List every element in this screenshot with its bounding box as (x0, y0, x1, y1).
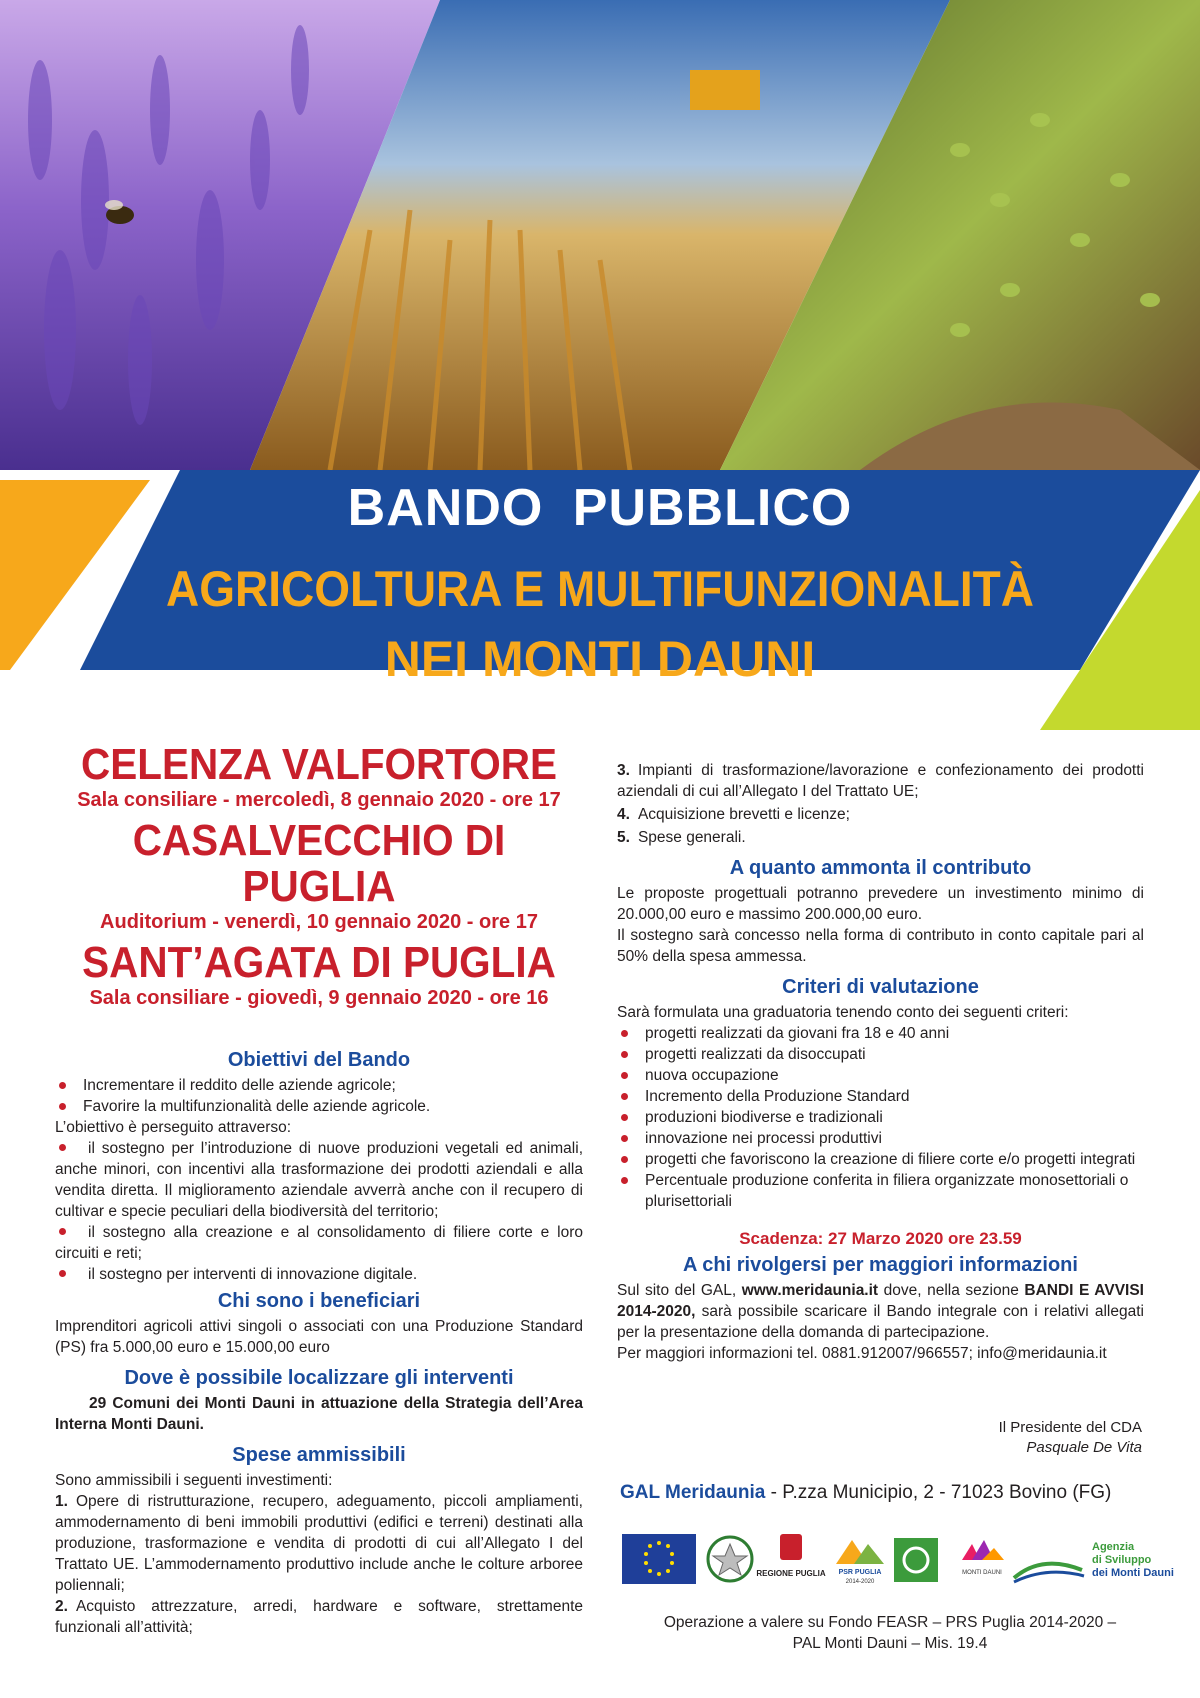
footer-note (620, 1612, 1160, 1654)
event-town: CELENZA VALFORTORE (80, 740, 558, 789)
list-item: Percentuale produzione conferita in filiera organizzate monosettoriali o plurisettoriali (617, 1170, 1144, 1212)
item-text: Spese generali. (637, 829, 746, 846)
leader-logo (894, 1538, 938, 1582)
monti-dauni-logo (962, 1540, 1004, 1576)
event-block (55, 818, 583, 934)
info-post: sarà possibile scaricare il Bando integrale con i relativi allegati per la presentazione della domanda di partecipazione. (617, 1303, 1144, 1341)
section-heading-obiettivi: Obiettivi del Bando (227, 1049, 411, 1071)
obiettivi-intro: L’obiettivo è perseguito attraverso: (55, 1119, 292, 1136)
item-number: 2. (55, 1598, 68, 1615)
localizzazione-text: 29 Comuni dei Monti Dauni in attuazione della Strategia dell’Area Interna Monti Dauni. (55, 1395, 583, 1433)
list-item: Favorire la multifunzionalità delle aziende agricole. (55, 1096, 583, 1117)
list-item (55, 1491, 583, 1596)
item-number: 5. (617, 829, 630, 846)
signature-name: Pasquale De Vita (1026, 1439, 1142, 1456)
logo-strip (622, 1530, 1174, 1592)
list-item: innovazione nei processi produttivi (617, 1128, 1144, 1149)
spese-intro: Sono ammissibili i seguenti investimenti: (55, 1472, 333, 1489)
hero-collage (0, 0, 1200, 470)
harvester-icon (690, 70, 760, 110)
italy-emblem-logo (708, 1537, 752, 1581)
left-column (55, 742, 583, 1638)
logos-svg (622, 1530, 1174, 1592)
section-heading-localizzazione: Dove è possibile localizzare gli interventi (124, 1367, 514, 1389)
list-item: produzioni biodiverse e tradizionali (617, 1107, 1144, 1128)
list-item (617, 827, 1144, 848)
criteri-intro: Sarà formulata una graduatoria tenendo conto dei seguenti criteri: (617, 1004, 1069, 1021)
item-number: 4. (617, 806, 630, 823)
agenzia-logo (1014, 1541, 1174, 1582)
list-item: nuova occupazione (617, 1065, 1144, 1086)
means-text: il sostegno per interventi di innovazione digitale. (88, 1266, 418, 1283)
item-text: Acquisto attrezzature, arredi, hardware e software, strettamente funzionali all’attività; (55, 1598, 583, 1636)
info-pre: Sul sito del GAL, (617, 1282, 742, 1299)
info-contacts: Per maggiori informazioni tel. 0881.912007/966557; info@meridaunia.it (617, 1345, 1107, 1362)
page-subtitle-2: NEI MONTI DAUNI (384, 631, 816, 687)
logo-label: REGIONE PUGLIA (756, 1569, 826, 1578)
logo-label: di Sviluppo (1092, 1554, 1152, 1566)
section-heading-beneficiari: Chi sono i beneficiari (217, 1290, 421, 1312)
footer-line1: Operazione a valere su Fondo FEASR – PRS Puglia 2014-2020 – (663, 1614, 1117, 1631)
bullet-icon (59, 1228, 66, 1235)
item-text: Acquisizione brevetti e licenze; (637, 806, 850, 823)
list-item (55, 1138, 583, 1222)
list-item: Incremento della Produzione Standard (617, 1086, 1144, 1107)
section-heading-info: A chi rivolgersi per maggiori informazioni (683, 1254, 1078, 1276)
list-item (55, 1264, 583, 1285)
list-item: progetti realizzati da disoccupati (617, 1044, 1144, 1065)
right-column (617, 760, 1144, 1364)
list-item (55, 1596, 583, 1638)
criteri-list (617, 1023, 1144, 1212)
site-link[interactable]: www.meridaunia.it (741, 1282, 879, 1299)
signature-role: Il Presidente del CDA (998, 1419, 1142, 1436)
event-town: CASALVECCHIO DI PUGLIA (132, 816, 506, 911)
hero-photos (0, 0, 1200, 470)
event-detail: Sala consiliare - giovedì, 9 gennaio 2020 - ore 16 (89, 987, 549, 1009)
contributo-p2: Il sostegno sarà concesso nella forma di contributo in conto capitale pari al 50% della spesa ammessa. (617, 927, 1144, 965)
item-text: Impianti di trasformazione/lavorazione e confezionamento dei prodotti aziendali di cui all’Allegato I del Trattato UE; (617, 762, 1144, 800)
bullet-icon (59, 1270, 66, 1277)
logo-label: PSR PUGLIA (838, 1569, 882, 1576)
event-block (55, 742, 583, 812)
eu-flag-logo (622, 1534, 696, 1584)
list-item: progetti che favoriscono la creazione di filiere corte e/o progetti integrati (617, 1149, 1144, 1170)
item-number: 3. (617, 762, 630, 779)
signature (880, 1418, 1142, 1458)
regione-puglia-logo (756, 1534, 826, 1578)
list-item: progetti realizzati da giovani fra 18 e 40 anni (617, 1023, 1144, 1044)
event-detail: Sala consiliare - mercoledì, 8 gennaio 2020 - ore 17 (77, 789, 561, 811)
section-name: BANDI E AVVISI 2014-2020, (617, 1282, 1144, 1320)
deadline: Scadenza: 27 Marzo 2020 ore 23.59 (739, 1229, 1022, 1248)
contributo-p1: Le proposte progettuali potranno prevedere un investimento minimo di 20.000,00 euro e massimo 200.000,00 euro. (617, 885, 1144, 923)
event-block (55, 940, 583, 1010)
page-subtitle-1: AGRICOLTURA E MULTIFUNZIONALITÀ (166, 561, 1034, 617)
list-item (55, 1222, 583, 1264)
list-item: Incrementare il reddito delle aziende agricole; (55, 1075, 583, 1096)
section-heading-criteri: Criteri di valutazione (782, 976, 979, 998)
logo-label: MONTI DAUNI (962, 1570, 1002, 1576)
section-heading-spese: Spese ammissibili (232, 1444, 406, 1466)
obiettivi-list (55, 1075, 583, 1117)
event-town: SANT’AGATA DI PUGLIA (82, 938, 556, 987)
means-text: il sostegno alla creazione e al consolidamento di filiere corte e loro circuiti e reti; (55, 1224, 583, 1262)
means-text: il sostegno per l’introduzione di nuove produzioni vegetali ed animali, anche minori, con incentivi alla trasformazione dei prodotti aziendali e alla vendita diretta. Il miglioramento aziendale avverrà anche con il recupero di cultivar e specie peculiari della biodiversità del territorio; (55, 1140, 583, 1220)
gal-address (620, 1482, 1160, 1504)
gal-name: GAL Meridaunia (620, 1482, 766, 1503)
info-text (617, 1280, 1144, 1343)
logo-label: 2014-2020 (845, 1579, 875, 1585)
item-text: Opere di ristrutturazione, recupero, adeguamento, piccoli ampliamenti, ammodernamento di beni immobili produttivi (edifici e terreni) destinati alla produzione, trasformazione e vendita di prodotti di cui all’Allegato I del Trattato UE. L’ammodernamento produttivo include anche le colture arboree poliennali; (55, 1493, 583, 1594)
list-item (617, 760, 1144, 802)
gal-address-text: - P.zza Municipio, 2 - 71023 Bovino (FG) (765, 1482, 1112, 1503)
psr-puglia-logo (836, 1540, 884, 1585)
bullet-icon (59, 1144, 66, 1151)
beneficiari-text: Imprenditori agricoli attivi singoli o associati con una Produzione Standard (PS) fra 5.000,00 euro e 15.000,00 euro (55, 1318, 583, 1356)
section-heading-contributo: A quanto ammonta il contributo (729, 857, 1032, 879)
logo-label: dei Monti Dauni (1092, 1567, 1174, 1579)
event-detail: Auditorium - venerdì, 10 gennaio 2020 - ore 17 (100, 911, 538, 933)
footer-line2: PAL Monti Dauni – Mis. 19.4 (792, 1635, 988, 1652)
item-number: 1. (55, 1493, 68, 1510)
list-item (617, 804, 1144, 825)
page-title: BANDO PUBBLICO (347, 479, 853, 537)
info-mid: dove, nella sezione (878, 1282, 1025, 1299)
logo-label: Agenzia (1092, 1541, 1135, 1553)
